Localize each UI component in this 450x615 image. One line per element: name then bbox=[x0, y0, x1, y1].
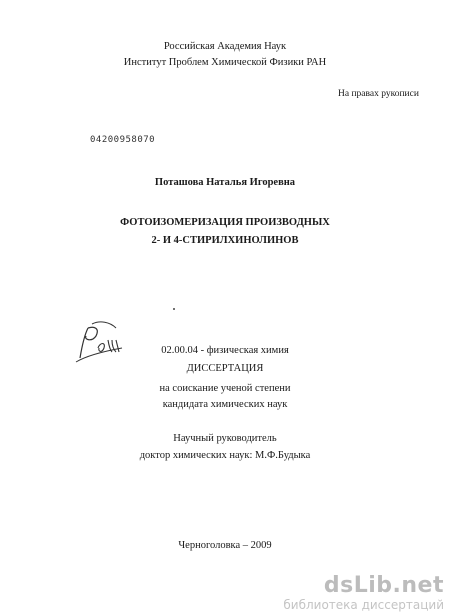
title-line-1: ФОТОИЗОМЕРИЗАЦИЯ ПРОИЗВОДНЫХ bbox=[120, 217, 330, 228]
place-year: Черноголовка – 2009 bbox=[178, 540, 272, 551]
dslib-watermark bbox=[283, 575, 444, 611]
title-line-2: 2- И 4-СТИРИЛХИНОЛИНОВ bbox=[151, 235, 299, 246]
specialty: 02.00.04 - физическая химия bbox=[161, 345, 289, 356]
degree-line-2: кандидата химических наук bbox=[162, 399, 288, 410]
stray-dot bbox=[173, 308, 175, 310]
document-type: ДИССЕРТАЦИЯ bbox=[186, 363, 264, 374]
catalog-number: 04200958070 bbox=[90, 135, 156, 145]
rights-note: На правах рукописи bbox=[338, 89, 419, 99]
author-name: Поташова Наталья Игоревна bbox=[154, 177, 296, 188]
degree-line-1: на соискание ученой степени bbox=[159, 383, 291, 394]
supervisor-name: доктор химических наук: М.Ф.Будыка bbox=[139, 450, 311, 461]
institute-name: Институт Проблем Химической Физики РАН bbox=[123, 57, 327, 68]
supervisor-label: Научный руководитель bbox=[173, 433, 277, 444]
watermark-main: dsLib.net bbox=[323, 573, 444, 598]
watermark-sub: библиотека диссертаций bbox=[283, 598, 444, 612]
handwritten-signature bbox=[72, 318, 132, 368]
academy-name: Российская Академия Наук bbox=[163, 41, 287, 52]
